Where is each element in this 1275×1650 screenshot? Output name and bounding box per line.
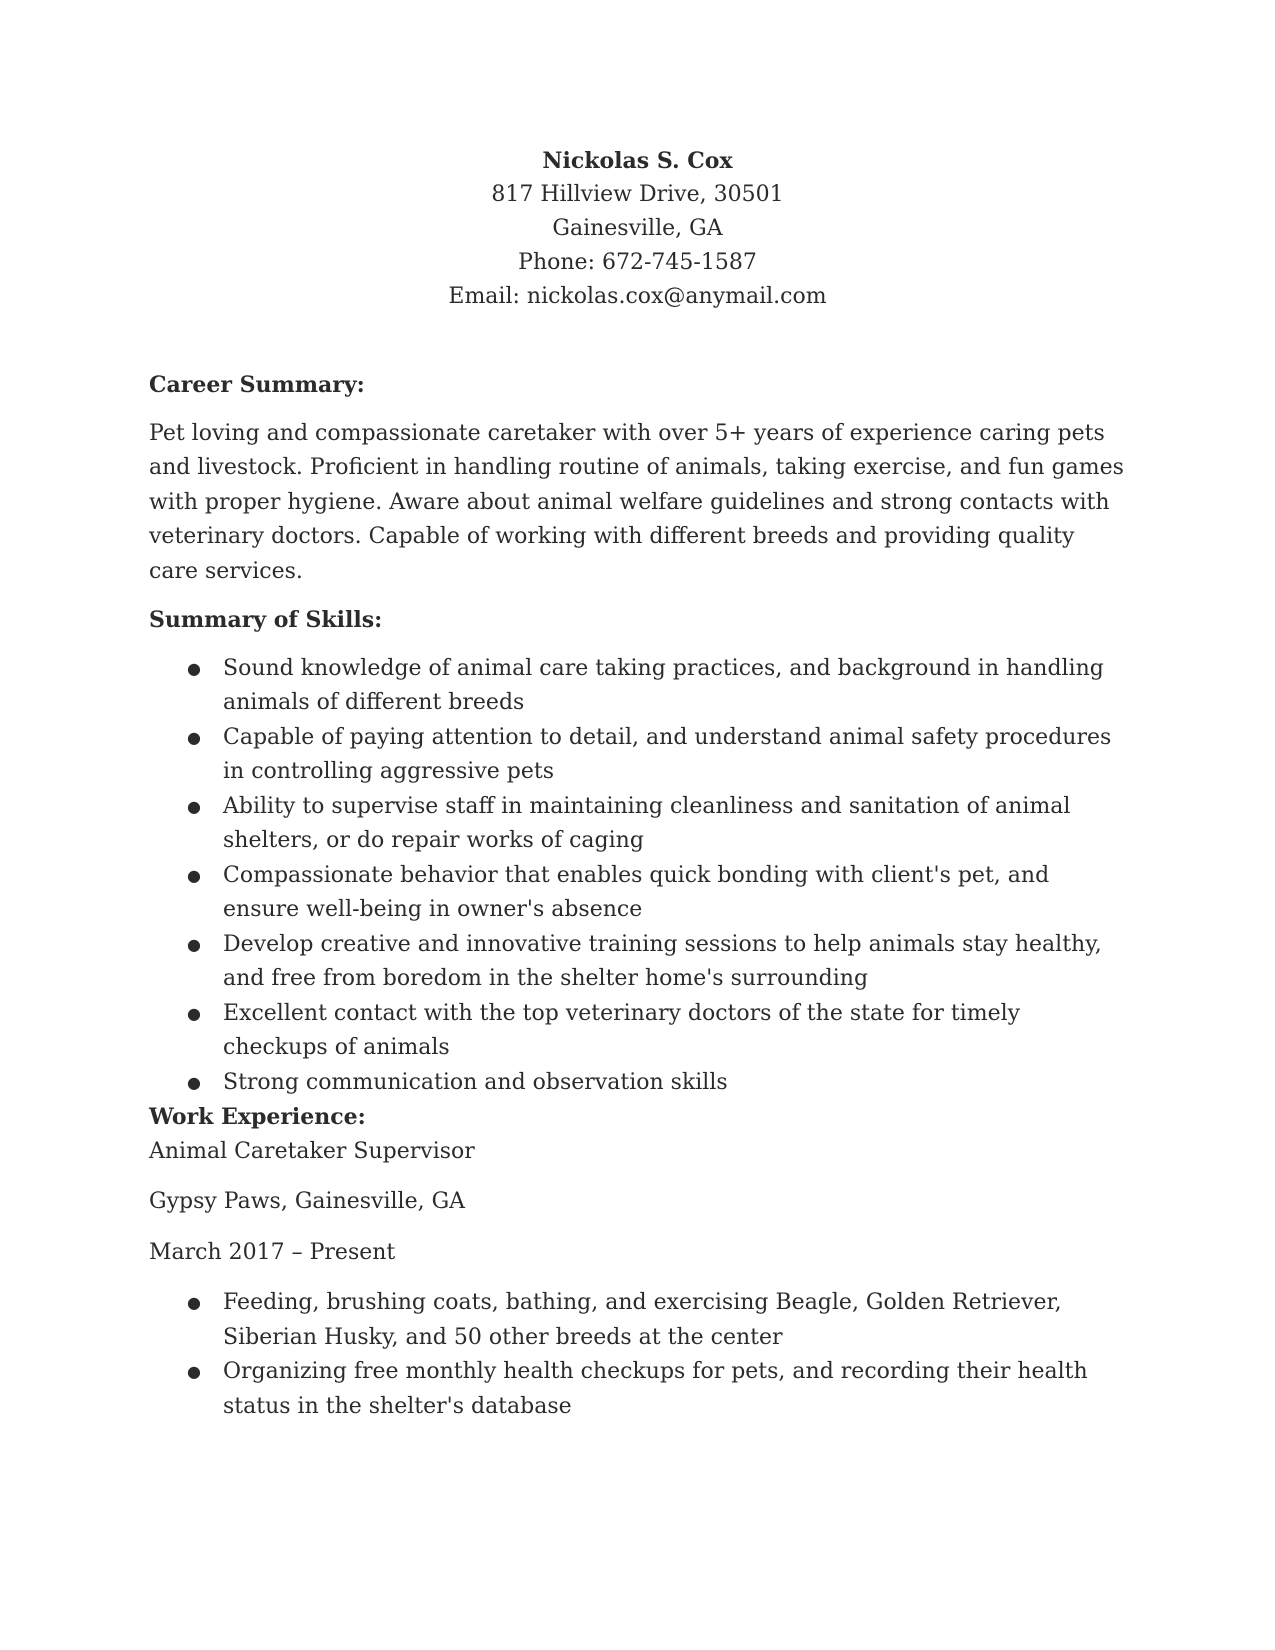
list-item: [149, 859, 1129, 928]
candidate-name: Nickolas S. Cox: [542, 148, 733, 174]
resume-body: [149, 368, 1129, 1424]
experience-text: Organizing free monthly health checkups for pets, and recording their health status in the shelter's database: [223, 1359, 1088, 1419]
bullet-icon: ●: [187, 1362, 201, 1381]
bullet-icon: ●: [187, 1072, 201, 1092]
list-item: [149, 652, 1129, 721]
skill-text: Compassionate behavior that enables quick bonding with client's pet, and ensure well-being in owner's absence: [223, 862, 1050, 922]
experience-list: [149, 1286, 1129, 1424]
bullet-icon: ●: [187, 934, 201, 954]
bullet-icon: ●: [187, 658, 201, 678]
bullet-icon: ●: [187, 727, 201, 747]
list-item: [149, 1286, 1129, 1355]
bullet-icon: ●: [187, 796, 201, 816]
list-item: [149, 721, 1129, 790]
work-experience-heading: Work Experience:: [149, 1104, 366, 1130]
skill-text: Capable of paying attention to detail, and understand animal safety procedures in controlling aggressive pets: [223, 724, 1112, 784]
bullet-icon: ●: [187, 865, 201, 885]
list-item: [149, 997, 1129, 1066]
address-line-street: 817 Hillview Drive, 30501: [491, 182, 784, 207]
skill-text: Excellent contact with the top veterinary doctors of the state for timely checkups of animals: [223, 1000, 1021, 1060]
skills-heading: Summary of Skills:: [149, 607, 383, 633]
skills-list: [149, 652, 1129, 1101]
career-summary-heading: Career Summary:: [149, 372, 365, 398]
list-item: [149, 1066, 1129, 1101]
email-address: Email: nickolas.cox@anymail.com: [448, 284, 827, 309]
phone-number: Phone: 672-745-1587: [518, 250, 757, 275]
list-item: [149, 790, 1129, 859]
bullet-icon: ●: [187, 1003, 201, 1023]
experience-text: Feeding, brushing coats, bathing, and exercising Beagle, Golden Retriever, Siberian Husky, and 50 other breeds at the center: [223, 1290, 1062, 1350]
skill-text: Sound knowledge of animal care taking practices, and background in handling animals of different breeds: [223, 655, 1104, 715]
skill-text: Ability to supervise staff in maintaining cleanliness and sanitation of animal shelters, or do repair works of caging: [223, 793, 1071, 853]
career-summary-text: Pet loving and compassionate caretaker with over 5+ years of experience caring pets and livestock. Proficient in handling routine of animals, taking exercise, and fun games with proper hygiene. Aware about animal welfare guidelines and strong contacts with veterinary doctors. Capable of working with different breeds and providing quality care services.: [149, 420, 1124, 584]
skill-text: Strong communication and observation skills: [223, 1069, 728, 1095]
company-location: Gypsy Paws, Gainesville, GA: [149, 1189, 466, 1214]
address-line-city: Gainesville, GA: [552, 216, 723, 241]
skill-text: Develop creative and innovative training sessions to help animals stay healthy, and free from boredom in the shelter home's surrounding: [223, 931, 1102, 991]
list-item: [149, 1355, 1129, 1424]
contact-header: [0, 144, 1275, 314]
employment-dates: March 2017 – Present: [149, 1239, 396, 1265]
bullet-icon: ●: [187, 1293, 201, 1312]
list-item: [149, 928, 1129, 997]
job-title: Animal Caretaker Supervisor: [149, 1138, 475, 1164]
